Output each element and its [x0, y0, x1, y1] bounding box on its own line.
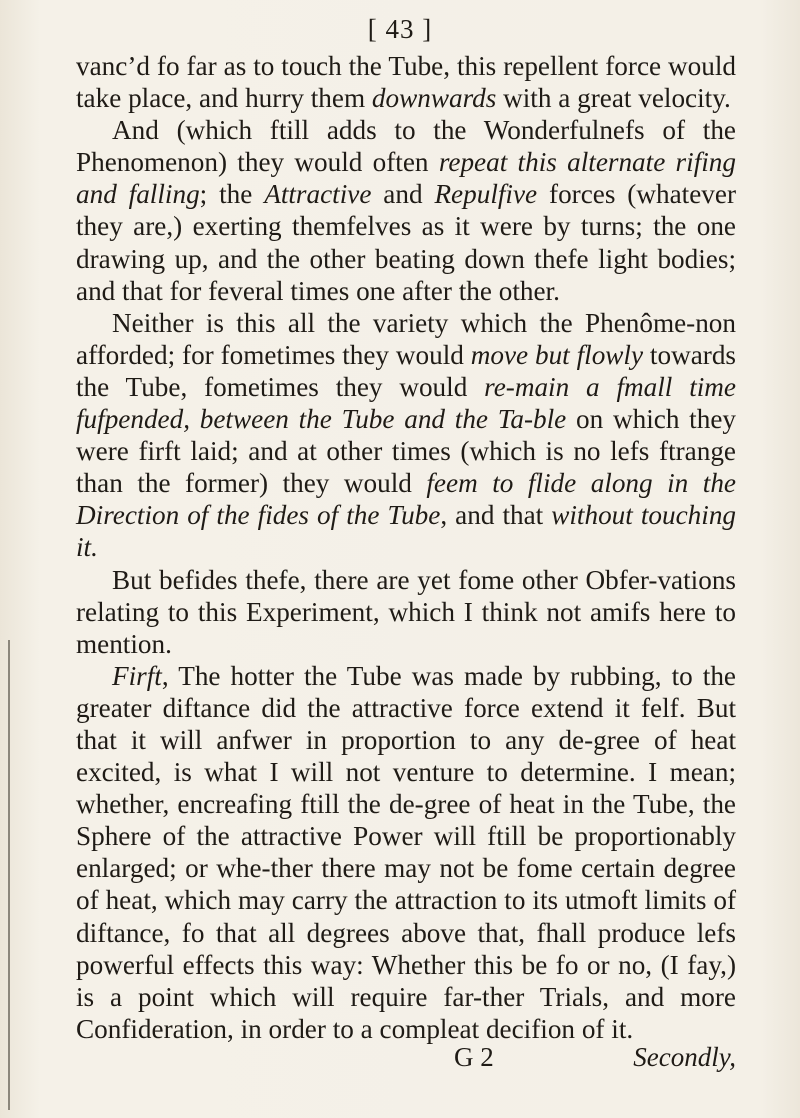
- signature-mark: G 2: [454, 1042, 494, 1072]
- body-text: [76, 50, 736, 1045]
- paragraph-1: vanc’d fo far as to touch the Tube, this repellent force would take place, and hurry them downwards with a great velocity.: [76, 51, 736, 114]
- paragraph-2: And (which ftill adds to the Wonderfulnefs of the Phenomenon) they would often repeat this alternate rifing and falling; the Attractive and Repulfive forces (whatever they are,) exerting themfelves as it were by turns; the one drawing up, and the other beating down thefe light bodies; and that for feveral times one after the other.: [76, 115, 736, 306]
- paragraph-5: Firft, The hotter the Tube was made by rubbing, to the greater diftance did the attractive force extend it felf. But that it will anfwer in proportion to any de-gree of heat excited, is what I will not venture to determine. I mean; whether, encreafing ftill the de-gree of heat in the Tube, the Sphere of the attractive Power will ftill be proportionably enlarged; or whe-ther there may not be fome certain degree of heat, which may carry the attraction to its utmoft limits of diftance, fo that all degrees above that, fhall produce lefs powerful effects this way: Whether this be fo or no, (I fay,) is a point which will require far-ther Trials, and more Confideration, in order to a compleat decifion of it.: [76, 660, 736, 1044]
- page-number: [ 43 ]: [367, 14, 433, 44]
- catchword: Secondly,: [633, 1042, 736, 1072]
- page-footer: [76, 1042, 736, 1076]
- paragraph-3: Neither is this all the variety which the Phenôme-non afforded; for fometimes they would move but flowly towards the Tube, fometimes they would re-main a fmall time fufpended, between the Tube and the Ta-ble on which they were firft laid; and at other times (which is no lefs ftrange than the former) they would feem to flide along in the Direction of the fides of the Tube, and that without touching it.: [76, 307, 737, 563]
- paragraph-4: But befides thefe, there are yet fome other Obfer-vations relating to this Experiment, which I think not amifs here to mention.: [76, 564, 736, 659]
- binding-edge-line: [8, 640, 10, 1110]
